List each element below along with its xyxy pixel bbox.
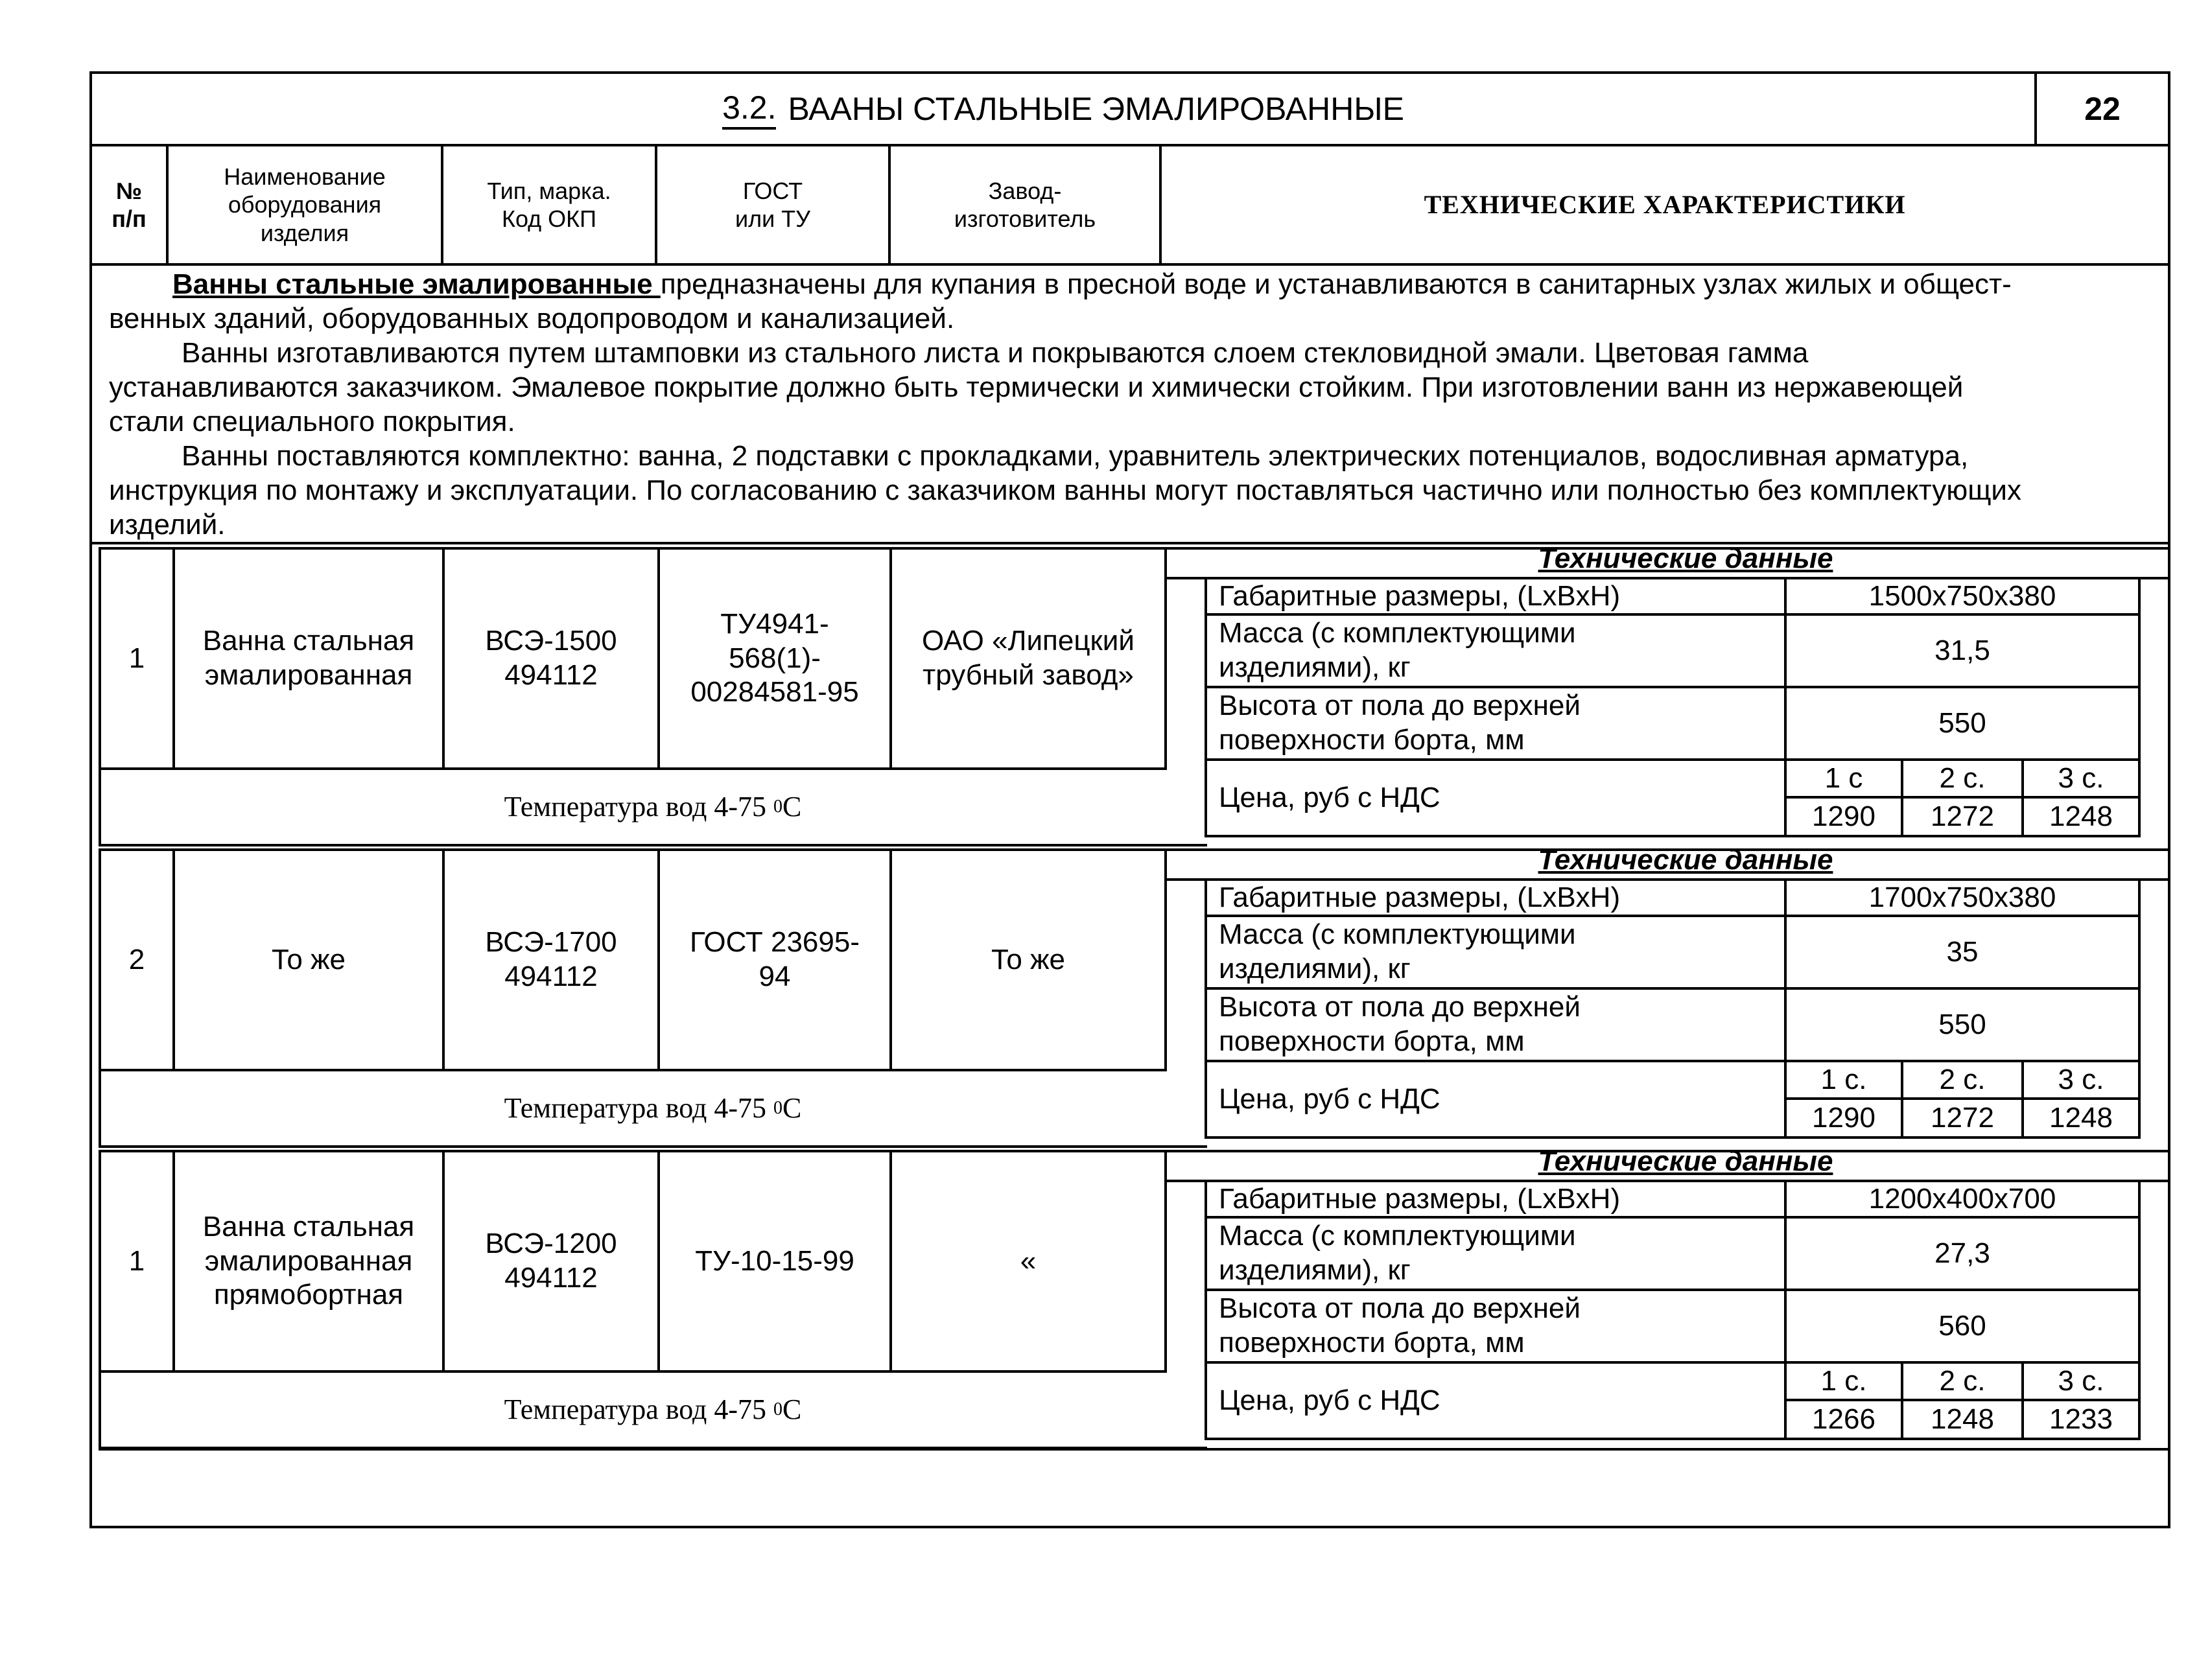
tech-data-title: Технические данные (1538, 843, 1833, 876)
column-header-maker: Завод- изготовитель (954, 177, 1096, 232)
price-value: 1266 (1812, 1403, 1875, 1435)
price-grade: 3 с. (2058, 1364, 2104, 1397)
column-header-divider (89, 263, 2170, 266)
tech-data-title: Технические данные (1538, 1145, 1833, 1177)
price-grade: 1 с (1824, 762, 1863, 794)
tech-data-title: Технические данные (1538, 542, 1833, 574)
column-header-tech: ТЕХНИЧЕСКИЕ ХАРАКТЕРИСТИКИ (1424, 190, 1906, 219)
temperature-unit: C (782, 1091, 802, 1124)
product-manufacturer: То же (991, 943, 1066, 975)
column-header-name: Наименование оборудования изделия (224, 163, 386, 246)
product-type-code: ВСЭ-1200 494112 (485, 1228, 617, 1294)
dims-value: 1200x400x700 (1868, 1182, 2056, 1215)
price-value: 1233 (2049, 1403, 2113, 1435)
mass-value: 27,3 (1934, 1237, 1990, 1269)
mass-label: Масса (с комплектующими изделиями), кг (1219, 1220, 1576, 1286)
product-gost: ТУ4941- 568(1)- 00284581-95 (690, 607, 859, 708)
description-text: предназначены для купания в пресной воде и устанавливаются в санитарных узлах жилых и общест- (660, 268, 2012, 300)
temperature-text: Температура вод 4-75 (504, 790, 774, 822)
product-gost: ТУ-10-15-99 (695, 1244, 854, 1277)
temperature-note (101, 770, 1205, 844)
grid-line (1205, 1438, 2141, 1440)
dims-label: Габаритные размеры, (LxBxH) (1219, 1182, 1621, 1215)
product-type-code: ВСЭ-1700 494112 (485, 926, 617, 992)
column-header-gost: ГОСТ или ТУ (735, 177, 811, 232)
grid-line (1164, 1150, 1167, 1373)
description-line: устанавливаются заказчиком. Эмалевое покрытие должно быть термически и химически стойким. При изготовлении ванн из нержавеющей (109, 371, 1964, 403)
section-number: 3.2. (722, 88, 776, 130)
grid-line (1205, 1136, 2141, 1139)
product-number: 1 (128, 642, 145, 674)
description-line: изделий. (109, 509, 226, 541)
price-value: 1272 (1931, 800, 1994, 832)
description-term: Ванны стальные эмалированные (172, 268, 661, 300)
degree-mark: 0 (773, 797, 783, 817)
description-line: венных зданий, оборудованных водопроводом и канализацией. (109, 303, 955, 334)
height-value: 550 (1938, 706, 1986, 739)
product-number: 1 (128, 1244, 145, 1277)
product-name: Ванна стальная эмалированная прямобортная (202, 1210, 415, 1311)
height-label: Высота от пола до верхней поверхности борта, мм (1219, 690, 1581, 756)
temperature-unit: C (782, 1393, 802, 1425)
price-label: Цена, руб с НДС (1219, 1384, 1440, 1416)
height-label: Высота от пола до верхней поверхности борта, мм (1219, 991, 1581, 1057)
mass-value: 31,5 (1934, 634, 1990, 666)
price-label: Цена, руб с НДС (1219, 1082, 1440, 1115)
temperature-unit: C (782, 790, 802, 822)
product-manufacturer: « (1020, 1244, 1037, 1277)
price-grade: 2 с. (1939, 1364, 1986, 1397)
height-value: 560 (1938, 1309, 1986, 1342)
page-title: ВААНЫ СТАЛЬНЫЕ ЭМАЛИРОВАННЫЕ (788, 91, 1404, 127)
description-line: Ванны поставляются комплектно: ванна, 2 подставки с прокладками, уравнитель электрических потенциалов, водосливная арматура, (182, 440, 1969, 472)
dims-value: 1700x750x380 (1868, 881, 2056, 913)
price-grade: 1 с. (1820, 1364, 1867, 1397)
dims-value: 1500x750x380 (1868, 579, 2056, 612)
price-value: 1290 (1812, 1101, 1875, 1134)
price-value: 1272 (1931, 1101, 1994, 1134)
temperature-text: Температура вод 4-75 (504, 1393, 774, 1425)
mass-label: Масса (с комплектующими изделиями), кг (1219, 617, 1576, 683)
column-header-number: № п/п (112, 177, 147, 232)
price-label: Цена, руб с НДС (1219, 781, 1440, 813)
section-title (642, 74, 1485, 144)
mass-label: Масса (с комплектующими изделиями), кг (1219, 918, 1576, 985)
price-value: 1248 (2049, 800, 2113, 832)
price-grade: 1 с. (1820, 1063, 1867, 1095)
product-name: Ванна стальная эмалированная (202, 625, 415, 691)
grid-line (1164, 547, 1167, 770)
price-value: 1290 (1812, 800, 1875, 832)
temperature-text: Температура вод 4-75 (504, 1091, 774, 1124)
degree-mark: 0 (773, 1399, 783, 1420)
temperature-note (101, 1071, 1205, 1145)
height-value: 550 (1938, 1008, 1986, 1040)
price-grade: 3 с. (2058, 1063, 2104, 1095)
mass-value: 35 (1946, 935, 1979, 968)
description-line (172, 267, 2012, 301)
dims-label: Габаритные размеры, (LxBxH) (1219, 579, 1621, 612)
product-gost: ГОСТ 23695- 94 (689, 926, 860, 992)
temperature-note (101, 1373, 1205, 1447)
price-value: 1248 (1931, 1403, 1994, 1435)
price-grade: 2 с. (1939, 1063, 1986, 1095)
height-label: Высота от пола до верхней поверхности борта, мм (1219, 1292, 1581, 1359)
description-line: инструкция по монтажу и эксплуатации. По согласованию с заказчиком ванны могут поставляться частично или полностью без комплектующих (109, 474, 2021, 506)
bottom-row-divider (99, 1448, 2170, 1451)
product-type-code: ВСЭ-1500 494112 (485, 625, 617, 691)
description-line: Ванны изготавливаются путем штамповки из стального листа и покрываются слоем стекловидной эмали. Цветовая гамма (182, 337, 1809, 369)
degree-mark: 0 (773, 1098, 783, 1119)
product-manufacturer: ОАО «Липецкий трубный завод» (922, 625, 1134, 691)
column-header-type: Тип, марка. Код ОКП (487, 177, 611, 232)
grid-line (99, 1145, 1207, 1148)
grid-line (99, 844, 1207, 846)
grid-line (1164, 848, 1167, 1071)
dims-label: Габаритные размеры, (LxBxH) (1219, 881, 1621, 913)
price-grade: 3 с. (2058, 762, 2104, 794)
grid-line (1205, 835, 2141, 837)
price-grade: 2 с. (1939, 762, 1986, 794)
product-number: 2 (128, 943, 145, 975)
description-line: стали специального покрытия. (109, 406, 515, 438)
product-name: То же (271, 943, 346, 975)
price-value: 1248 (2049, 1101, 2113, 1134)
page-number: 22 (2084, 91, 2121, 127)
